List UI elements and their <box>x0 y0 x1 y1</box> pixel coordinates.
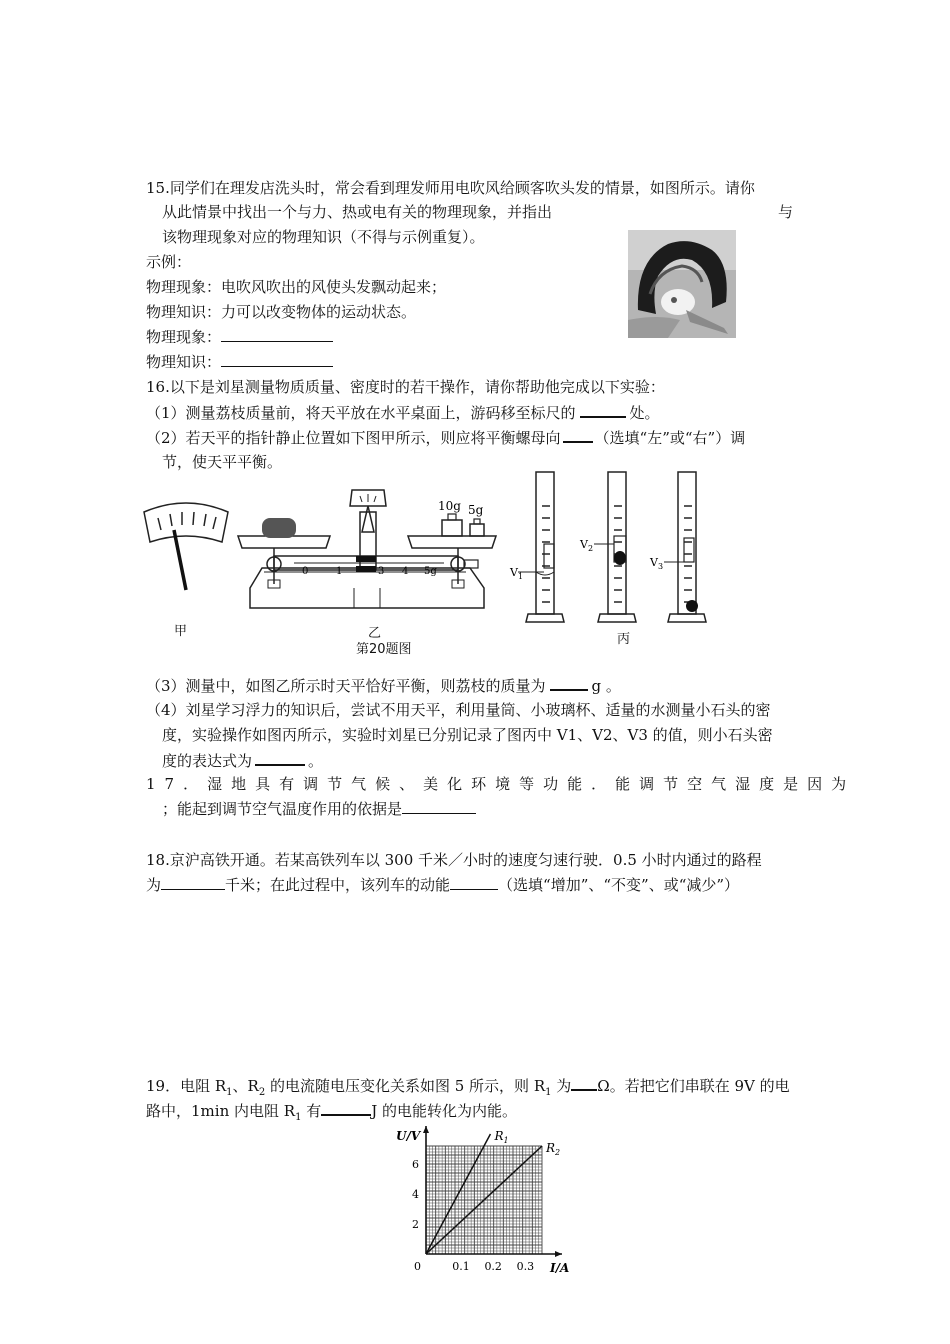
figure-bing-cylinders <box>504 466 724 626</box>
q16-part1-text-a: （1）测量荔枝质量前，将天平放在水平桌面上，游码移至标尺的 <box>146 404 576 422</box>
y-tick-label: 4 <box>412 1188 419 1201</box>
q18-energy-blank[interactable] <box>450 875 498 890</box>
q15-knowledge-label: 物理知识： <box>146 353 222 371</box>
q15-line2-end: 与 <box>778 203 794 221</box>
q16-part4-text-d: 。 <box>308 752 324 770</box>
q16-part3-text-b: g 。 <box>591 677 621 695</box>
q15-phenomenon-label: 物理现象： <box>146 328 222 346</box>
figure-jia-gauge <box>138 498 234 598</box>
q19-energy-blank[interactable] <box>321 1100 371 1116</box>
q15-example-phenomenon: 物理现象：电吹风吹出的风使头发飘动起来； <box>146 278 447 296</box>
balance-scale-3: 3 <box>378 566 385 577</box>
series-label-r1: $R_1$ <box>494 1129 509 1145</box>
q19-text-d: 为 <box>551 1077 572 1095</box>
q15-line3: 该物理现象对应的物理知识（不得与示例重复）。 <box>162 228 485 246</box>
v3-label: $V_3$ <box>650 556 664 571</box>
x-tick-label: 0 <box>414 1260 421 1273</box>
y-tick-label: 6 <box>412 1158 419 1171</box>
y-axis-arrow <box>423 1126 429 1133</box>
x-tick-label: 0.2 <box>484 1260 502 1273</box>
q18-line1: 18.京沪高铁开通。若某高铁列车以 300 千米／小时的速度匀速行驶．0.5 小时内通过的路程 <box>146 851 762 869</box>
x-axis-arrow <box>555 1251 562 1257</box>
cylinder-2 <box>579 472 636 622</box>
q16-part4-line2: 度，实验操作如图丙所示，实验时刘星已分别记录了图丙中 V1、V2、V3 的值，则小石头密 <box>162 726 773 744</box>
q16-part3 <box>146 675 621 696</box>
v1-label: $V_1$ <box>510 566 524 581</box>
q15-knowledge-line <box>146 352 333 372</box>
y-axis-label: U/V <box>396 1129 421 1143</box>
figure-yi-balance <box>234 484 498 618</box>
cylinder-3 <box>649 472 706 622</box>
q18-distance-blank[interactable] <box>161 875 225 890</box>
q19-text-b: 、R <box>232 1077 259 1095</box>
q19-r2-sub: 2 <box>258 1087 266 1098</box>
figure-caption: 第20题图 <box>356 642 412 657</box>
q17-line2-text: ；能起到调节空气温度作用的依据是 <box>162 800 403 818</box>
q15-line2: 从此情景中找出一个与力、热或电有关的物理现象，并指出 <box>162 203 553 221</box>
x-tick-label: 0.1 <box>452 1260 470 1273</box>
series-label-r2: $R_2$ <box>546 1141 561 1157</box>
q15-knowledge-blank[interactable] <box>221 352 333 367</box>
hair-dryer-photo <box>628 230 736 338</box>
q17-blank[interactable] <box>402 799 476 814</box>
v2-label: $V_2$ <box>580 538 594 553</box>
q17-line1: 17．湿地具有调节气候、美化环境等功能．能调节空气湿度是因为 <box>146 775 856 793</box>
q16-part2 <box>146 427 745 448</box>
q19-text-h: J 的电能转化为内能。 <box>371 1102 518 1120</box>
q16-line1: 16.以下是刘星测量物质质量、密度时的若干操作，请你帮助他完成以下实验： <box>146 378 665 396</box>
q15-phenomenon-blank[interactable] <box>221 327 333 342</box>
q15-line1: 15.同学们在理发店洗头时，常会看到理发师用电吹风给顾客吹头发的情景，如图所示。请你 <box>146 179 755 197</box>
figure-label-yi: 乙 <box>368 626 382 641</box>
weight-10g-label: 10g <box>438 499 461 513</box>
q16-part4-line3 <box>162 750 323 771</box>
q19-r1-sub-2: 1 <box>545 1087 552 1098</box>
q19-r1-sub-3: 1 <box>295 1112 302 1123</box>
x-axis-label: I/A <box>550 1261 570 1275</box>
q16-part4-blank[interactable] <box>255 750 305 766</box>
q19-text-c: 的电流随电压变化关系如图 5 所示，则 R <box>265 1077 546 1095</box>
balance-scale-0: 0 <box>302 566 309 577</box>
weight-5g-label: 5g <box>468 503 484 517</box>
q16-part2-cont: 节，使天平平衡。 <box>162 453 283 471</box>
ui-chart <box>384 1124 584 1284</box>
cylinder-1 <box>509 472 564 622</box>
q16-part1-text-b: 处。 <box>629 404 660 422</box>
q18-text-c: （选填“增加”、“不变”、或“减少”） <box>498 876 740 894</box>
q19-resistance-blank[interactable] <box>571 1075 597 1091</box>
q19-text-e: Ω。若把它们串联在 9V 的电 <box>597 1077 790 1095</box>
x-tick-label: 0.3 <box>516 1260 535 1273</box>
q16-part4-text-c: 度的表达式为 <box>162 752 253 770</box>
balance-scale-5g: 5g <box>424 566 437 577</box>
q16-part1-blank[interactable] <box>580 402 626 418</box>
q19-text-a: 19．电阻 R <box>146 1077 227 1095</box>
balance-scale-1: 1 <box>336 566 343 577</box>
figure-label-bing: 丙 <box>617 632 631 647</box>
q19-line1 <box>146 1075 790 1103</box>
q19-text-g: 有 <box>301 1102 322 1120</box>
ui-chart-svg <box>384 1124 584 1284</box>
q16-part3-text-a: （3）测量中，如图乙所示时天平恰好平衡，则荔枝的质量为 <box>146 677 546 695</box>
q16-part2-blank[interactable] <box>563 427 593 443</box>
q15-example-knowledge: 物理知识：力可以改变物体的运动状态。 <box>146 303 417 321</box>
q16-part1 <box>146 402 660 423</box>
q18-line2 <box>146 875 739 895</box>
q19-r1-sub: 1 <box>226 1087 233 1098</box>
q19-text-f: 路中，1min 内电阻 R <box>146 1102 296 1120</box>
q18-text-a: 为 <box>146 876 162 894</box>
q16-part3-blank[interactable] <box>550 675 588 691</box>
q18-text-b: 千米；在此过程中，该列车的动能 <box>225 876 451 894</box>
q16-part2-text-a: （2）若天平的指针静止位置如下图甲所示，则应将平衡螺母向 <box>146 429 561 447</box>
q16-part4-line1: （4）刘星学习浮力的知识后，尝试不用天平，利用量筒、小玻璃杯、适量的水测量小石头的密 <box>146 701 771 719</box>
q15-example-label: 示例： <box>146 253 192 271</box>
figure-label-jia: 甲 <box>174 624 188 639</box>
q15-phenomenon-line <box>146 327 333 347</box>
balance-scale-4: 4 <box>402 566 409 577</box>
y-tick-label: 2 <box>412 1218 419 1231</box>
q16-part2-text-b: （选填“左”或“右”）调 <box>594 429 746 447</box>
q17-line2 <box>162 799 476 819</box>
